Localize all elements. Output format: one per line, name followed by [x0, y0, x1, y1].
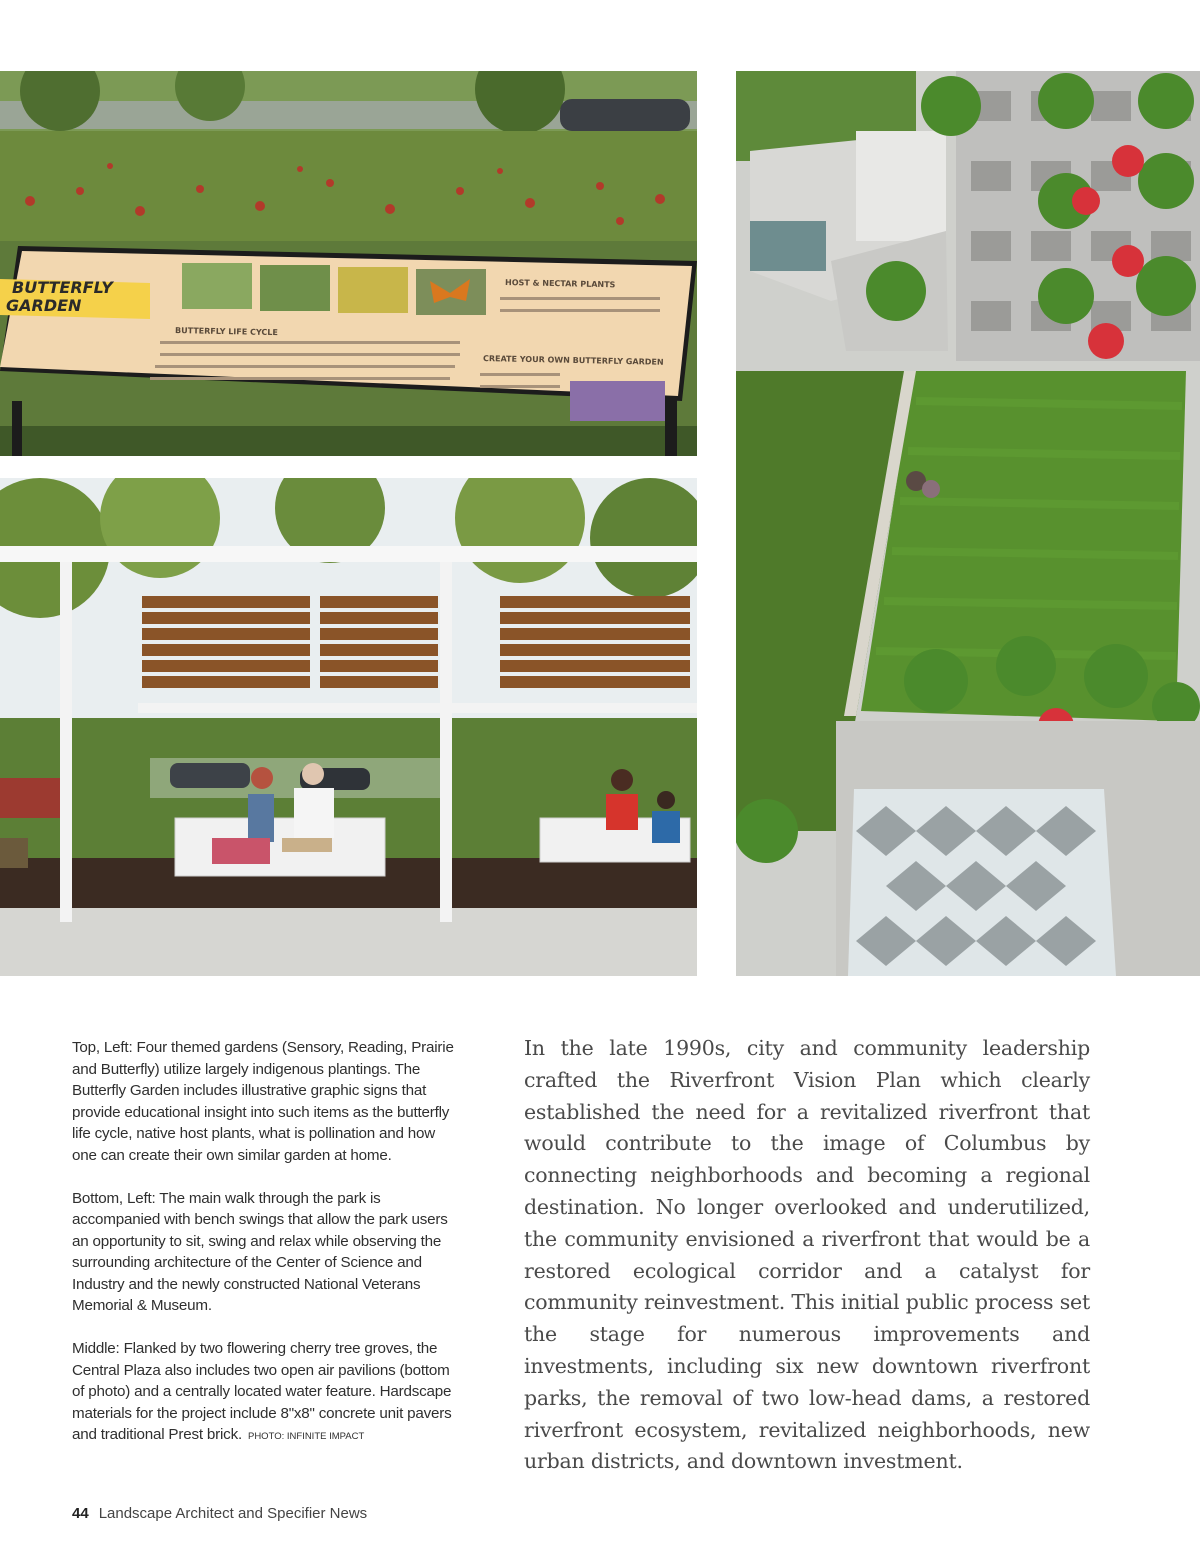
- photo-captions: [72, 1037, 460, 1469]
- central-plaza-aerial-illustration: [736, 71, 1200, 976]
- page-footer: [72, 1505, 367, 1522]
- sign-life-cycle-heading: BUTTERFLY LIFE CYCLE: [174, 326, 278, 338]
- caption-middle: [72, 1338, 460, 1448]
- publication-name: Landscape Architect and Specifier News: [98, 1505, 368, 1522]
- caption-middle-text: Middle: Flanked by two flowering cherry tree groves, the Central Plaza also includes two open air pavilions (bottom of photo) and a centrally located water feature. Hardscape materials for the project include 8"x8" concrete unit pavers and traditional Prest brick.: [72, 1340, 452, 1443]
- sign-host-heading: HOST & NECTAR PLANTS: [504, 278, 616, 290]
- bench-swings-photo: [0, 478, 697, 976]
- sign-create-heading: CREATE YOUR OWN BUTTERFLY GARDEN: [482, 354, 664, 367]
- sign-title-line-2: GARDEN: [6, 296, 82, 315]
- caption-bottom-left: Bottom, Left: The main walk through the park is accompanied with bench swings that allow the park users an opportunity to sit, swing and relax while observing the surrounding architecture of the Center of Science and Industry and the newly constructed National Veterans Memorial & Museum.: [72, 1189, 448, 1314]
- butterfly-garden-photo: [0, 71, 697, 456]
- butterfly-garden-illustration: [0, 71, 697, 456]
- bench-swings-illustration: [0, 478, 697, 976]
- page-number: 44: [72, 1505, 89, 1522]
- sign-title-line-1: BUTTERFLY: [12, 278, 113, 297]
- central-plaza-aerial-photo: [736, 71, 1200, 976]
- photo-credit: PHOTO: INFINITE IMPACT: [247, 1431, 365, 1442]
- article-body-text: In the late 1990s, city and community leadership crafted the Riverfront Vision Plan which clearly established the need for a revitalized riverfront that would contribute to the image of Columbus by connecting neighborhoods and becoming a regional destination. No longer overlooked and underutilized, the community envisioned a riverfront that would be a restored ecological corridor and a catalyst for community reinvestment. This initial public process set the stage for numerous improvements and investments, including six new downtown riverfront parks, the removal of two low-head dams, a restored riverfront ecosystem, revitalized neighborhoods, new urban districts, and downtown investment.: [524, 1036, 1090, 1474]
- caption-top-left: Top, Left: Four themed gardens (Sensory, Reading, Prairie and Butterfly) utilize largely indigenous plantings. The Butterfly Garden includes illustrative graphic signs that provide educational insight into such items as the butterfly life cycle, native host plants, what is pollination and how one can create their own similar garden at home.: [72, 1039, 454, 1164]
